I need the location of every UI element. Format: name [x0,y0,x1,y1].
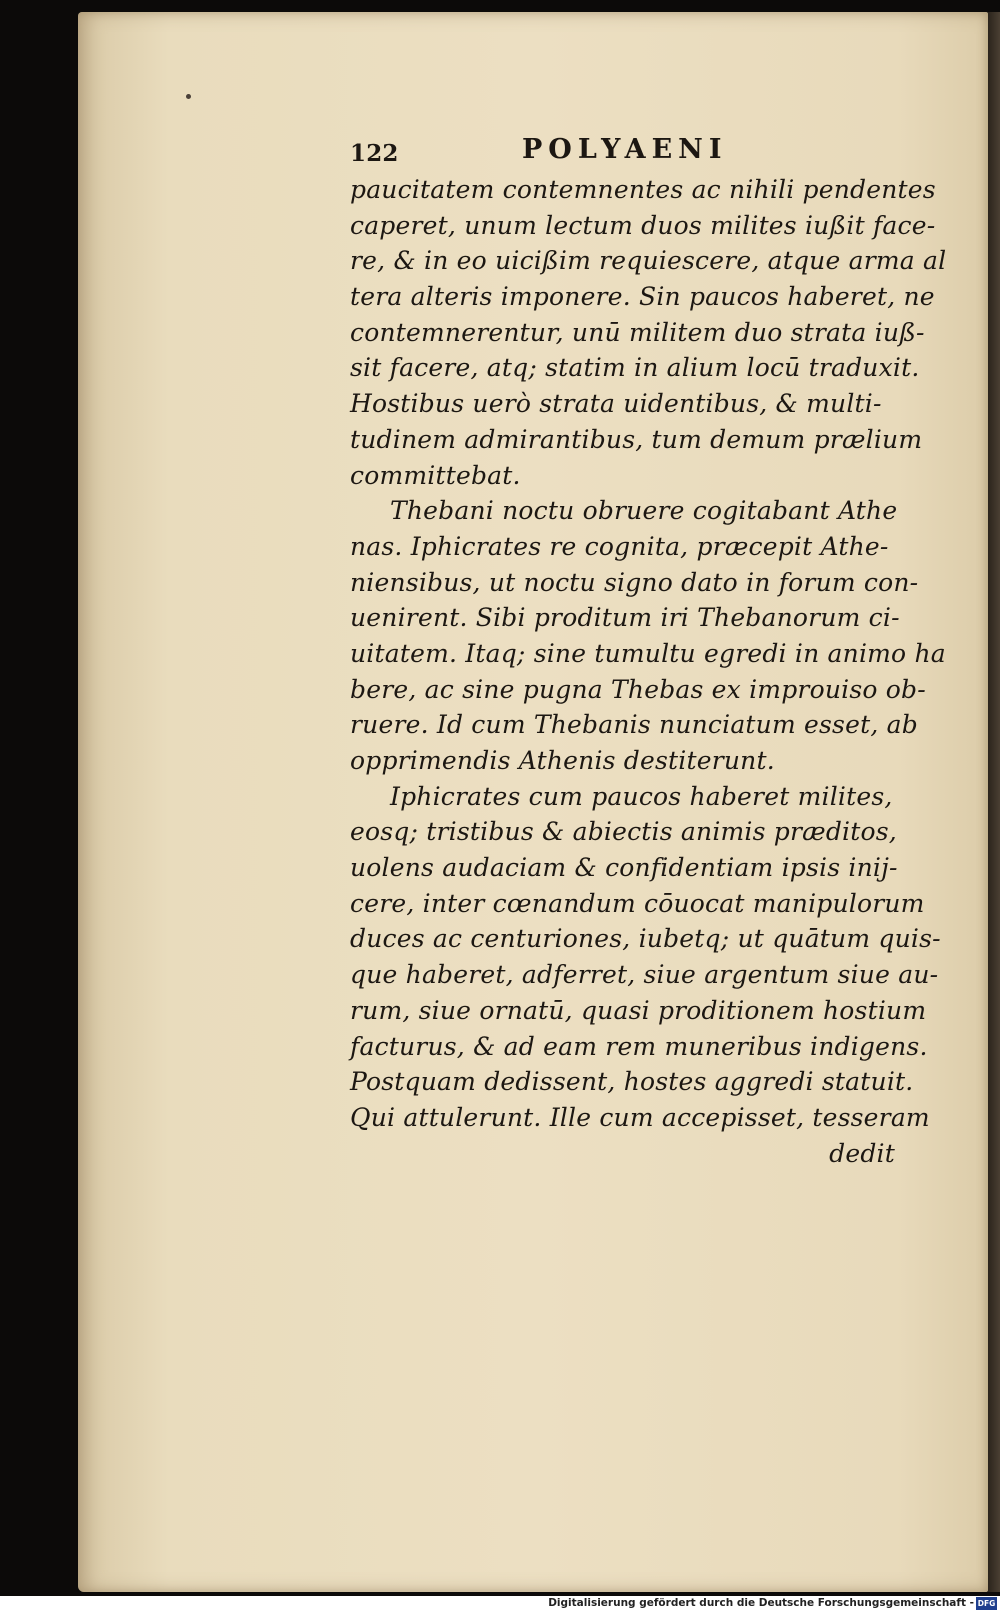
text-line: niensibus, ut noctu signo dato in forum con- [350,567,919,597]
text-line: paucitatem contemnentes ac nihili pendentes [350,175,936,204]
text-line: tera alteris imponere. Sin paucos haberet, ne [350,282,935,312]
text-line: Postquam dedissent, hostes aggredi statuit. [350,1067,914,1097]
footer-bar [0,1596,1000,1613]
text-line: uitatem. Itaq; sine tumultu egredi in animo ha [350,638,946,668]
text-line: facturus, & ad eam rem muneribus indigens. [350,1031,928,1061]
text-line: opprimendis Athenis destiterunt. [350,746,775,775]
text-line: contemnerentur, unū militem duo strata iuß- [350,317,925,347]
page-edge [988,12,1000,1592]
text-line-paragraph-start: Thebani noctu obruere cogitabant Athe [390,496,898,526]
text-line: caperet, unum lectum duos milites iußit face- [350,210,936,240]
text-line: re, & in eo uicißim requiescere, atque arma al [350,246,947,276]
text-line: cere, inter cœnandum cōuocat manipulorum [350,888,925,918]
ink-speck [186,94,191,99]
text-line: sit facere, atq; statim in alium locū traduxit. [350,353,920,383]
text-block [350,130,947,1171]
page-number: 122 [350,140,399,167]
page-header [350,130,935,172]
text-line: uolens audaciam & confidentiam ipsis inij- [350,853,898,883]
footer-credit: Digitalisierung gefördert durch die Deutsche Forschungsgemeinschaft - [548,1597,974,1609]
text-line-paragraph-start: Iphicrates cum paucos haberet milites, [390,781,893,811]
text-line: uenirent. Sibi proditum iri Thebanorum ci- [350,603,900,633]
catchword: dedit [829,1138,895,1168]
text-line: nas. Iphicrates re cognita, præcepit Athe- [350,531,889,561]
text-line: que haberet, adferret, siue argentum siue au- [350,960,939,990]
text-line: eosq; tristibus & abiectis animis præditos, [350,817,897,847]
dfg-logo-icon[interactable]: DFG [977,1599,996,1608]
text-line: ruere. Id cum Thebanis nunciatum esset, ab [350,710,918,740]
text-line: Hostibus uerò strata uidentibus, & multi- [350,389,882,419]
text-line: bere, ac sine pugna Thebas ex improuiso ob- [350,674,926,704]
text-line: Qui attulerunt. Ille cum accepisset, tesseram [350,1102,930,1132]
text-line: duces ac centuriones, iubetq; ut quātum quis- [350,924,941,954]
text-line: committebat. [350,460,521,490]
running-head: POLYAENI [522,134,728,165]
text-line: rum, siue ornatū, quasi proditionem hostium [350,995,927,1025]
text-line: tudinem admirantibus, tum demum prælium [350,424,923,454]
